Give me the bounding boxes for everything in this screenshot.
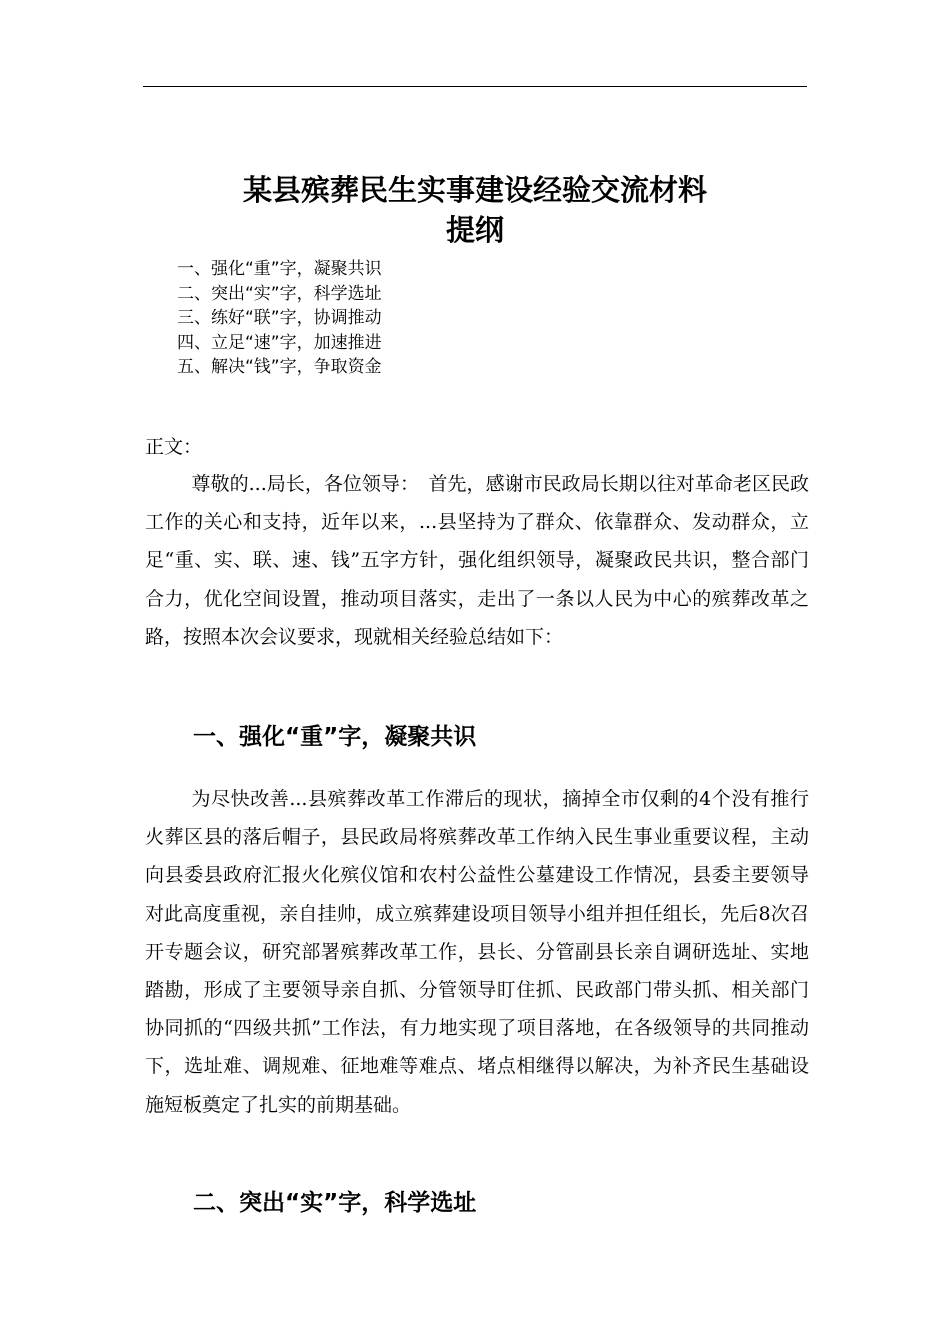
outline-item: 五、解决“钱”字，争取资金 [177,357,382,377]
outline-item: 一、强化“重”字，凝聚共识 [177,259,382,279]
outline-item: 三、练好“联”字，协调推动 [177,308,382,328]
intro-paragraph: 尊敬的...局长，各位领导： 首先，感谢市民政局长期以往对革命老区民政工作的关心和支持，近年以来，...县坚持为了群众、依靠群众、发动群众，立足“重、实、联、速、钱”五字方针，强化组织领导，凝聚政民共识，整合部门合力，优化空间设置，推动项目落实，走出了一条以人民为中心的殡葬改革之路，按照本次会议要求，现就相关经验总结如下： [145,473,809,648]
header-rule [143,86,807,87]
outline-item: 二、突出“实”字，科学选址 [177,283,382,304]
document-subtitle: 提纲 [445,213,504,247]
document-title: 某县殡葬民生实事建设经验交流材料 [242,173,707,207]
section-heading-2: 二、突出“实”字，科学选址 [193,1190,477,1216]
section-heading-1: 一、强化“重”字，凝聚共识 [193,724,477,750]
body-label: 正文： [145,436,203,458]
section-paragraph-1: 为尽快改善...县殡葬改革工作滞后的现状，摘掉全市仅剩的4个没有推行火葬区县的落后帽子，县民政局将殡葬改革工作纳入民生事业重要议程，主动向县委县政府汇报火化殡仪馆和农村公益性公墓建设工作情况，县委主要领导对此高度重视，亲自挂帅，成立殡葬建设项目领导小组并担任组长，先后8次召开专题会议，研究部署殡葬改革工作，县长、分管副县长亲自调研选址、实地踏勘，形成了主要领导亲自抓、分管领导盯住抓、民政部门带头抓、相关部门协同抓的“四级共抓”工作法，有力地实现了项目落地，在各级领导的共同推动下，选址难、调规难、征地难等难点、堵点相继得以解决，为补齐民生基础设施短板奠定了扎实的前期基础。 [145,788,809,1116]
outline-list [177,257,382,380]
outline-item: 四、立足“速”字，加速推进 [177,332,382,353]
